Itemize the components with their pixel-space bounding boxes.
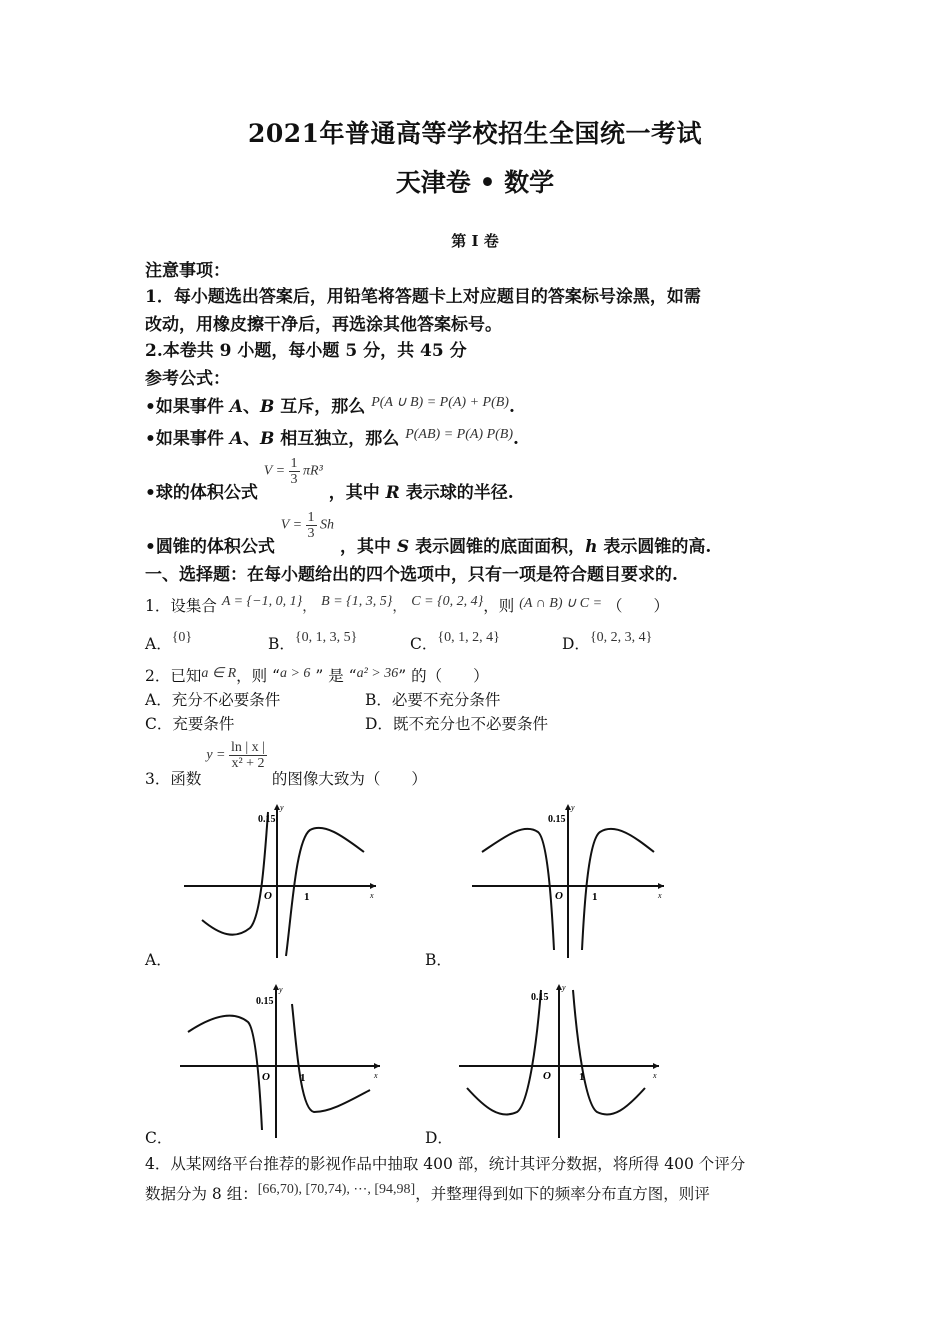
formula-product: P(AB) = P(A) P(B) — [405, 427, 514, 442]
formula-exclusive: •如果事件 A、B 互斥，那么 $^{P(A \cup B) = P(A) + P(B)}$. — [145, 395, 515, 417]
graph-a-tick-y: 0.15 — [258, 814, 276, 825]
question-4-line-2: 数据分为 8 组：[66,70), [70,74), ⋯, [94,98]，并整理得到如下的频率分布直方图，则评 — [145, 1182, 710, 1203]
graph-b-axis-y: y — [571, 803, 575, 812]
graph-b-axis-x: x — [658, 891, 662, 900]
graph-d-tick-y: 0.15 — [531, 992, 549, 1003]
part-heading: 第 I 卷 — [451, 232, 499, 250]
graph-d-label[interactable]: D． — [425, 1129, 453, 1147]
reference-heading: 参考公式： — [145, 369, 230, 389]
graph-b — [468, 800, 668, 960]
q1-option-c[interactable]: C．{0, 1, 2, 4} — [410, 630, 500, 653]
question-3: 3．函数 y = $\frac{\ln | x |}{\text{x² + 2}}$ 的图像大致为（ ） — [145, 740, 427, 788]
graph-b-tick-x: 1 — [592, 891, 598, 903]
graph-c — [176, 980, 386, 1140]
graph-a-tick-x: 1 — [304, 891, 310, 903]
notice-1a: 1．每小题选出答案后，用铅笔将答题卡上对应题目的答案标号涂黑，如需 — [145, 287, 701, 307]
graph-c-origin: O — [262, 1071, 270, 1083]
exam-title: 2021年普通高等学校招生全国统一考试 — [247, 119, 703, 148]
graph-d-axis-x: x — [653, 1071, 657, 1080]
graph-a-label[interactable]: A． — [145, 951, 172, 969]
sphere-volume-formula: V = $\frac{1}{3}$ πR³ — [263, 456, 323, 487]
section-1-heading: 一、选择题：在每小题给出的四个选项中，只有一项是符合题目要求的. — [145, 565, 678, 585]
formula-independent: •如果事件 A、B 相互独立，那么 $^{P(AB) = P(A) P(B)}$. — [145, 427, 519, 449]
graph-c-label[interactable]: C． — [145, 1129, 173, 1147]
graph-c-tick-y: 0.15 — [256, 996, 274, 1007]
graph-d-tick-x: 1 — [579, 1071, 585, 1083]
graph-c-axis-y: y — [279, 985, 283, 994]
graph-b-label[interactable]: B． — [425, 951, 452, 969]
q2-option-c[interactable]: C．充要条件 — [145, 715, 235, 733]
formula-sphere: •球的体积公式 V = $\frac{1}{3}$ πR³ ，其中 R 表示球的半径. — [145, 456, 514, 503]
q2-option-b[interactable]: B．必要不充分条件 — [365, 691, 501, 709]
question-2: 2．已知a ∈ R，则 “a > 6 ” 是 “a² > 36” 的（ ） — [145, 666, 489, 685]
function-formula: y = $\frac{\ln | x |}{\text{x² + 2}}$ — [206, 740, 265, 771]
graph-a — [180, 800, 380, 960]
graph-b-origin: O — [555, 890, 563, 902]
graph-d-axis-y: y — [562, 983, 566, 992]
formula-cone: •圆锥的体积公式 V = $\frac{1}{3}$ Sh ，其中 S 表示圆锥的底面面积，h 表示圆锥的高. — [145, 510, 712, 557]
question-1: 1．设集合 A = {−1, 0, 1}， B = {1, 3, 5}， C = {0, 2, 4}，则 (A ∩ B) ∪ C = （ ） — [145, 594, 669, 615]
q1-option-d[interactable]: D．{0, 2, 3, 4} — [562, 630, 653, 653]
question-4-line-1: 4．从某网络平台推荐的影视作品中抽取 400 部，统计其评分数据，将所得 400 个评分 — [145, 1155, 746, 1173]
q1-option-b[interactable]: B．{0, 1, 3, 5} — [268, 630, 358, 653]
graph-a-axis-y: y — [280, 803, 284, 812]
graph-c-tick-x: 1 — [300, 1072, 306, 1084]
notice-2: 2.本卷共 9 小题，每小题 5 分，共 45 分 — [145, 341, 467, 361]
exam-subtitle: 天津卷 • 数学 — [395, 168, 555, 197]
graph-c-axis-x: x — [374, 1071, 378, 1080]
graph-b-tick-y: 0.15 — [548, 814, 566, 825]
graph-a-axis-x: x — [370, 891, 374, 900]
q1-option-a[interactable]: A．{0} — [145, 630, 193, 653]
notice-1b: 改动，用橡皮擦干净后，再选涂其他答案标号。 — [145, 315, 502, 335]
cone-volume-formula: V = $\frac{1}{3}$ Sh — [280, 510, 335, 541]
graph-d-origin: O — [543, 1070, 551, 1082]
graph-a-origin: O — [264, 890, 272, 902]
formula-union: P(A ∪ B) = P(A) + P(B) — [371, 395, 509, 410]
q2-option-a[interactable]: A．充分不必要条件 — [145, 691, 281, 709]
notice-heading: 注意事项： — [145, 261, 230, 281]
graph-d — [455, 980, 665, 1140]
q2-option-d[interactable]: D．既不充分也不必要条件 — [365, 715, 548, 733]
